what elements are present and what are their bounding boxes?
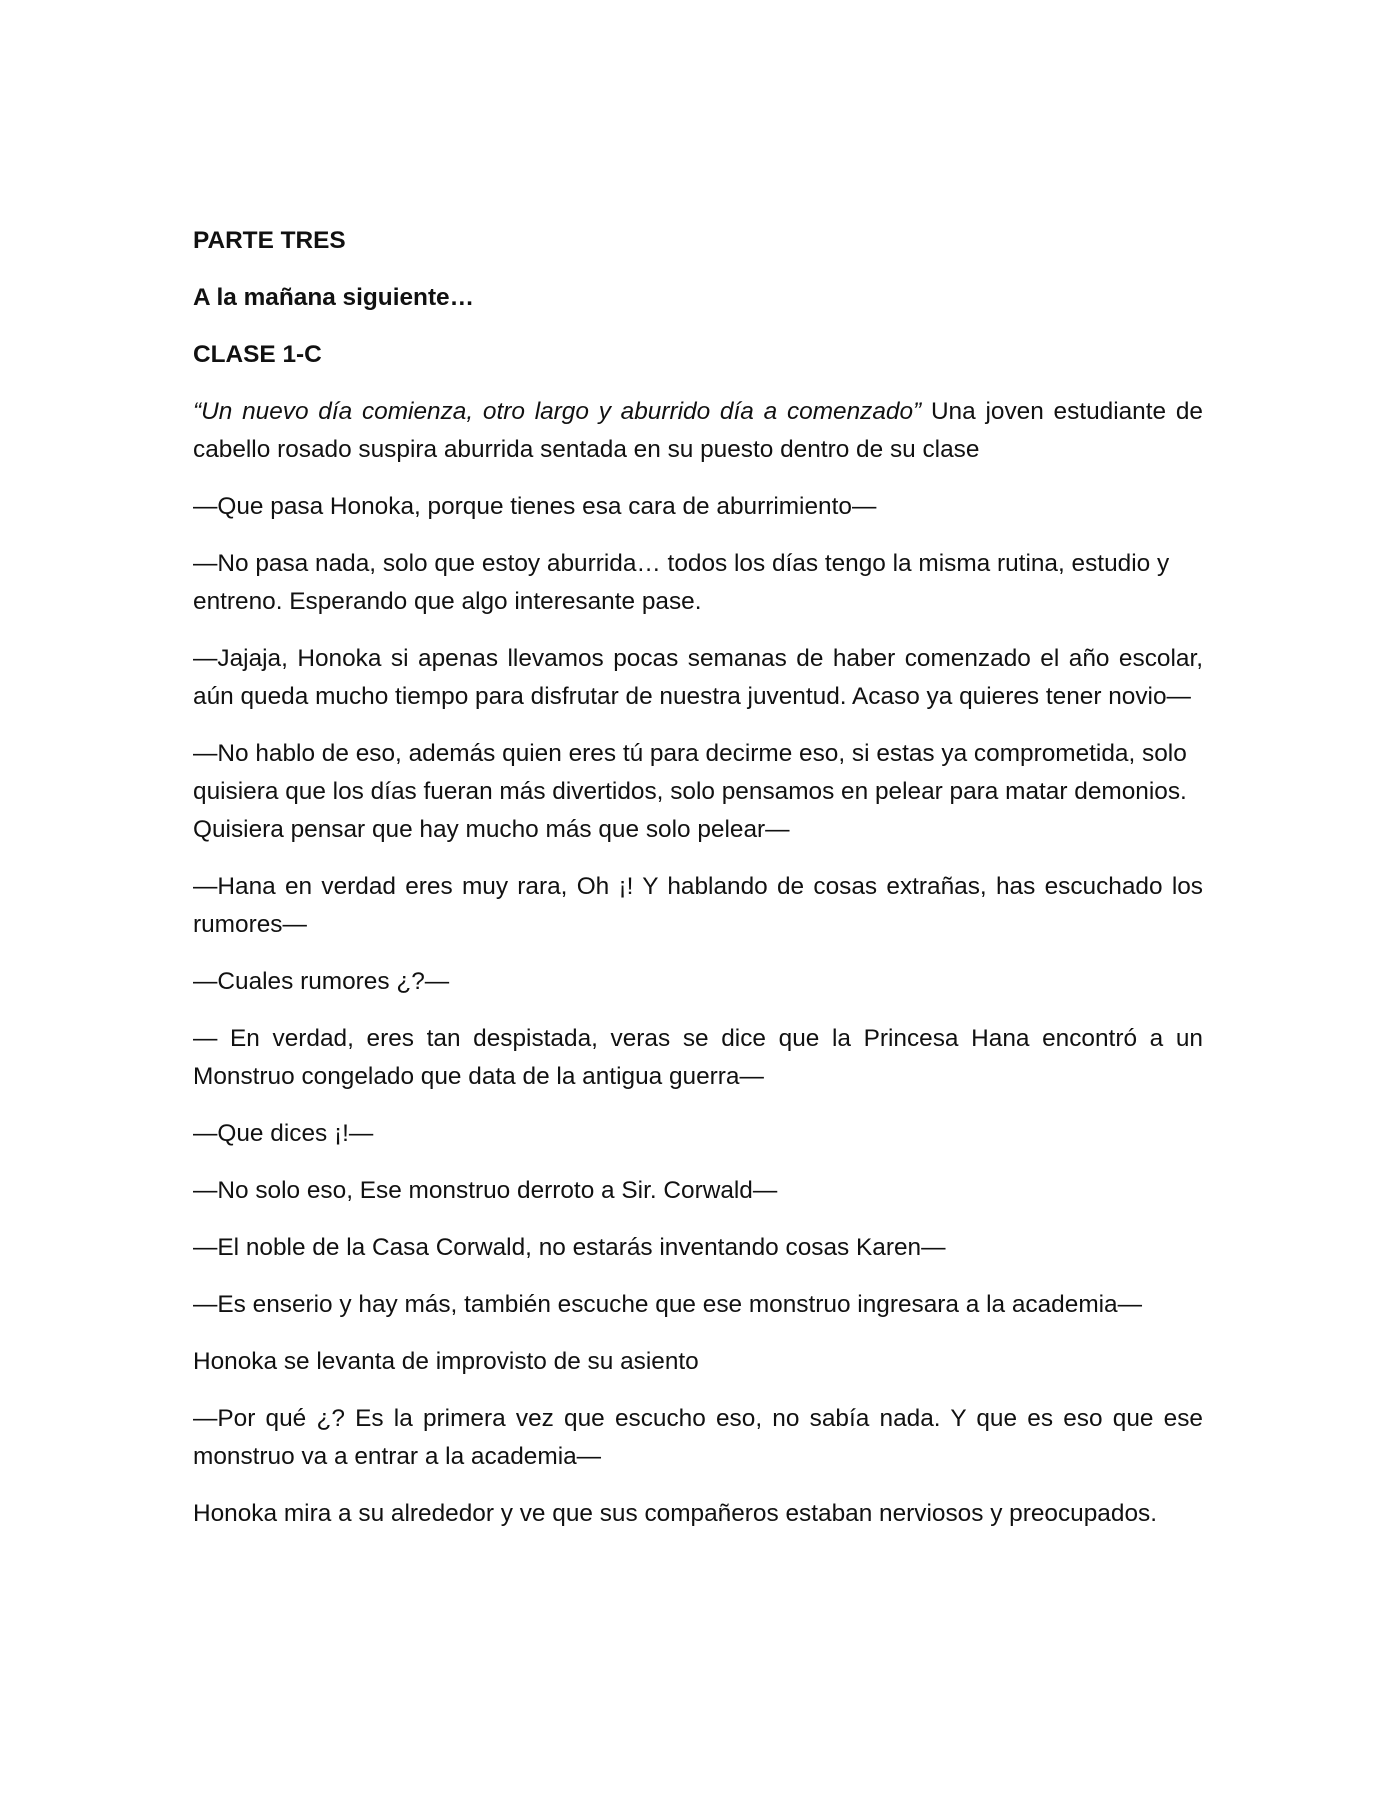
paragraph-dialogue: —Que pasa Honoka, porque tienes esa cara de aburrimiento—	[193, 493, 877, 520]
intro-narration: Una joven estudiante de cabello rosado suspira aburrida sentada en su puesto dentro de su clase	[193, 398, 1203, 463]
paragraph-narration: Honoka mira a su alrededor y ve que sus compañeros estaban nerviosos y preocupados.	[193, 1500, 1157, 1527]
paragraph-dialogue: —Que dices ¡!—	[193, 1120, 374, 1147]
intro-quote: “Un nuevo día comienza, otro largo y aburrido día a comenzado”	[193, 398, 922, 425]
class-heading: CLASE 1-C	[193, 341, 322, 368]
paragraph-dialogue: —Hana en verdad eres muy rara, Oh ¡! Y hablando de cosas extrañas, has escuchado los rumores—	[193, 873, 1203, 938]
paragraph-dialogue: —No pasa nada, solo que estoy aburrida… todos los días tengo la misma rutina, estudio y entreno. Esperando que algo interesante pase.	[193, 550, 1170, 615]
paragraph-narration: Honoka se levanta de improvisto de su asiento	[193, 1348, 699, 1375]
paragraph-dialogue: —No solo eso, Ese monstruo derroto a Sir. Corwald—	[193, 1177, 778, 1204]
paragraph-dialogue: —Por qué ¿? Es la primera vez que escucho eso, no sabía nada. Y que es eso que ese monstruo va a entrar a la academia—	[193, 1405, 1203, 1470]
paragraph-intro	[193, 393, 1203, 469]
paragraph-dialogue: —Es enserio y hay más, también escuche que ese monstruo ingresara a la academia—	[193, 1291, 1143, 1318]
paragraph-dialogue: —El noble de la Casa Corwald, no estarás inventando cosas Karen—	[193, 1234, 946, 1261]
paragraph-dialogue: — En verdad, eres tan despistada, veras se dice que la Princesa Hana encontró a un Monstruo congelado que data de la antigua guerra—	[193, 1025, 1203, 1090]
part-heading: PARTE TRES	[193, 227, 346, 254]
time-heading: A la mañana siguiente…	[193, 284, 475, 311]
document-page	[193, 222, 1203, 1552]
paragraph-dialogue: —No hablo de eso, además quien eres tú para decirme eso, si estas ya comprometida, solo quisiera que los días fueran más divertidos, solo pensamos en pelear para matar demonios. Quisiera pensar que hay mucho más que solo pelear—	[193, 740, 1187, 843]
paragraph-dialogue: —Cuales rumores ¿?—	[193, 968, 450, 995]
paragraph-dialogue: —Jajaja, Honoka si apenas llevamos pocas semanas de haber comenzado el año escolar, aún queda mucho tiempo para disfrutar de nuestra juventud. Acaso ya quieres tener novio—	[193, 645, 1203, 710]
